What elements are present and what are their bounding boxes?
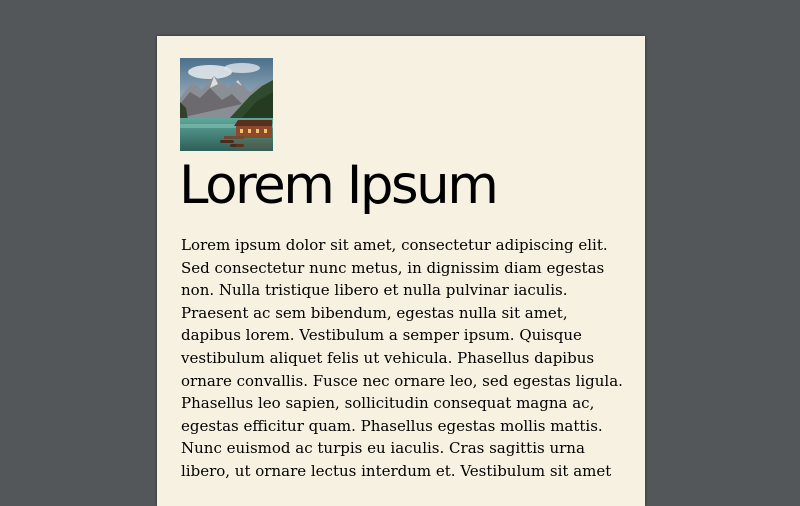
document-title: Lorem Ipsum — [179, 155, 497, 216]
landscape-thumbnail-image — [180, 58, 273, 151]
document-body-paragraph: Lorem ipsum dolor sit amet, consectetur adipiscing elit. Sed consectetur nunc metus, in dignissim diam egestas non. Nulla tristique libero et nulla pulvinar iaculis. Praesent ac sem bibendum, egestas nulla sit amet, dapibus lorem. Vestibulum a semper ipsum. Quisque vestibulum aliquet felis ut vehicula. Phasellus dapibus ornare convallis. Fusce nec ornare leo, sed egestas ligula. Phasellus leo sapien, sollicitudin consequat magna ac, egestas efficitur quam. Phasellus egestas mollis mattis. Nunc euismod ac turpis eu iaculis. Cras sagittis urna libero, ut ornare lectus interdum et. Vestibulum sit amet — [181, 236, 623, 480]
document-page — [157, 36, 645, 506]
